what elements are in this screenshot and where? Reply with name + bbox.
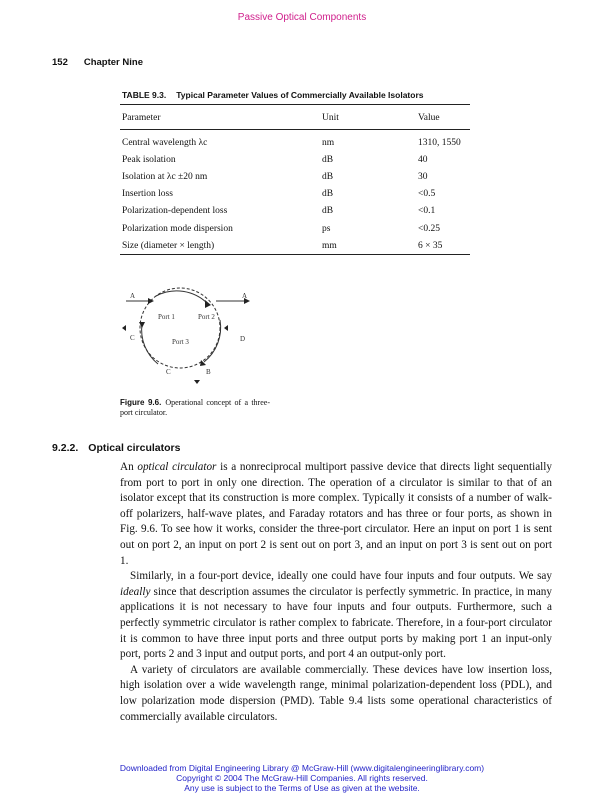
figure-label: B — [206, 368, 211, 376]
arrow-left-icon — [122, 325, 126, 331]
table-cell: Size (diameter × length) — [122, 240, 215, 251]
port2-to-port3-flow — [204, 320, 221, 362]
chapter-title: Chapter Nine — [83, 57, 143, 68]
table-cell: Polarization-dependent loss — [122, 206, 228, 217]
footer-line-terms: Any use is subject to the Terms of Use as given at the website. — [184, 783, 420, 793]
column-header-unit: Unit — [320, 105, 416, 130]
table-cell: Central wavelength λc — [122, 137, 208, 148]
paragraph: A variety of circulators are available commercially. These devices have low insertion loss, high isolation over a wide wavelength range, minimal polarization-dependent loss (PDL), and low polarization mode dispersion (PMD). Table 9.4 lists some operational characteristics of commercially available circulators. — [120, 663, 552, 723]
table-cell: Isolation at λc ±20 nm — [122, 171, 208, 182]
table-cell: mm — [322, 240, 337, 251]
paragraph — [120, 569, 552, 663]
column-header-parameter: Parameter — [120, 105, 320, 130]
table-cell: dB — [322, 171, 334, 182]
parameters-table — [120, 104, 470, 255]
table-cell: <0.5 — [418, 189, 436, 200]
table-cell: 40 — [418, 154, 428, 165]
figure-label: A — [130, 292, 136, 300]
column-header-value: Value — [416, 105, 470, 130]
text-run: since that description assumes the circulator is perfectly symmetric. In practice, in many applications it is not necessary to have four inputs and four outputs. Furthermore, such a perfectly symmetric circulator is rather complex to fabricate. Therefore, in a four-port circulator it is common to have three input ports and three output ports by making port 1 an input-only port, ports 2 and 3 input and output ports, and port 4 an output-only port. — [120, 585, 552, 661]
text-run: is a nonreciprocal multiport passive device that directs light sequentially from port to port in only one direction. The operation of a circulator is similar to that of an isolator except that its construction is more complex. Typically it consists of a number of walk-off polarizers, half-wave plates, and Faraday rotators and has three or four ports, as shown in Fig. 9.6. To see how it works, consider the three-port circulator. Here an input on port 1 is sent out on port 2, an input on port 2 is sent out on port 3, and an input on port 3 is sent out on port 1. — [120, 461, 552, 567]
table-cell: nm — [322, 137, 335, 148]
section-heading — [52, 442, 180, 454]
table-row — [120, 220, 470, 237]
figure-caption — [120, 398, 270, 418]
table-cell: dB — [322, 154, 334, 165]
section-title: Optical circulators — [88, 442, 181, 454]
emphasized-term: optical circulator — [137, 461, 217, 473]
table-cell: <0.1 — [418, 206, 436, 217]
port1-to-port2-flow — [156, 291, 208, 304]
circulator-diagram — [112, 280, 272, 390]
port-2-label: Port 2 — [198, 313, 215, 321]
top-banner: Passive Optical Components — [237, 12, 367, 23]
table-cell: dB — [322, 206, 334, 217]
table-cell: Peak isolation — [122, 154, 176, 165]
figure-label: A — [242, 292, 248, 300]
table-cell: Polarization mode dispersion — [122, 223, 233, 234]
footer — [0, 763, 604, 793]
table-cell: 30 — [418, 171, 428, 182]
table-caption — [122, 90, 424, 100]
arrow-left-icon — [224, 325, 228, 331]
figure-caption-text: Operational concept of a three-port circulator. — [120, 398, 270, 417]
emphasized-term: ideally — [120, 585, 151, 598]
figure-label: C — [166, 368, 171, 376]
table-title: Typical Parameter Values of Commercially Available Isolators — [176, 90, 424, 100]
table-cell: dB — [322, 189, 334, 200]
table-cell: Insertion loss — [122, 189, 173, 200]
text-run: Similarly, in a four-port device, ideally one could have four inputs and four outputs. We say — [130, 570, 552, 583]
footer-line-copyright: Copyright © 2004 The McGraw-Hill Companies. All rights reserved. — [176, 773, 428, 783]
arrow-head-icon — [148, 298, 154, 304]
port-1-label: Port 1 — [158, 313, 175, 321]
table-header-row — [120, 105, 470, 130]
section-number: 9.2.2. — [52, 442, 79, 454]
table-cell: 6 × 35 — [418, 240, 443, 251]
table-row — [120, 186, 470, 203]
table-number: TABLE 9.3. — [122, 90, 167, 100]
table-row — [120, 237, 470, 255]
running-head — [52, 57, 143, 68]
table-row — [120, 151, 470, 168]
table-row — [120, 130, 470, 152]
figure-number: Figure 9.6. — [120, 398, 162, 407]
table-cell: 1310, 1550 — [418, 137, 461, 148]
text-run: An — [120, 461, 138, 473]
table-row — [120, 168, 470, 185]
table-cell: <0.25 — [418, 223, 440, 234]
paragraph — [120, 460, 552, 569]
footer-line-library-link[interactable]: Downloaded from Digital Engineering Library @ McGraw-Hill (www.digitalengineeringlibrary.com) — [119, 763, 485, 773]
table-cell: ps — [322, 223, 331, 234]
arrow-down-icon — [194, 380, 200, 384]
page-number: 152 — [52, 57, 68, 68]
figure-label: D — [240, 335, 246, 343]
port-3-label: Port 3 — [172, 338, 189, 346]
figure-label: C — [130, 334, 135, 342]
body-text — [120, 460, 552, 725]
port3-to-port1-flow — [142, 324, 158, 364]
table-row — [120, 203, 470, 220]
